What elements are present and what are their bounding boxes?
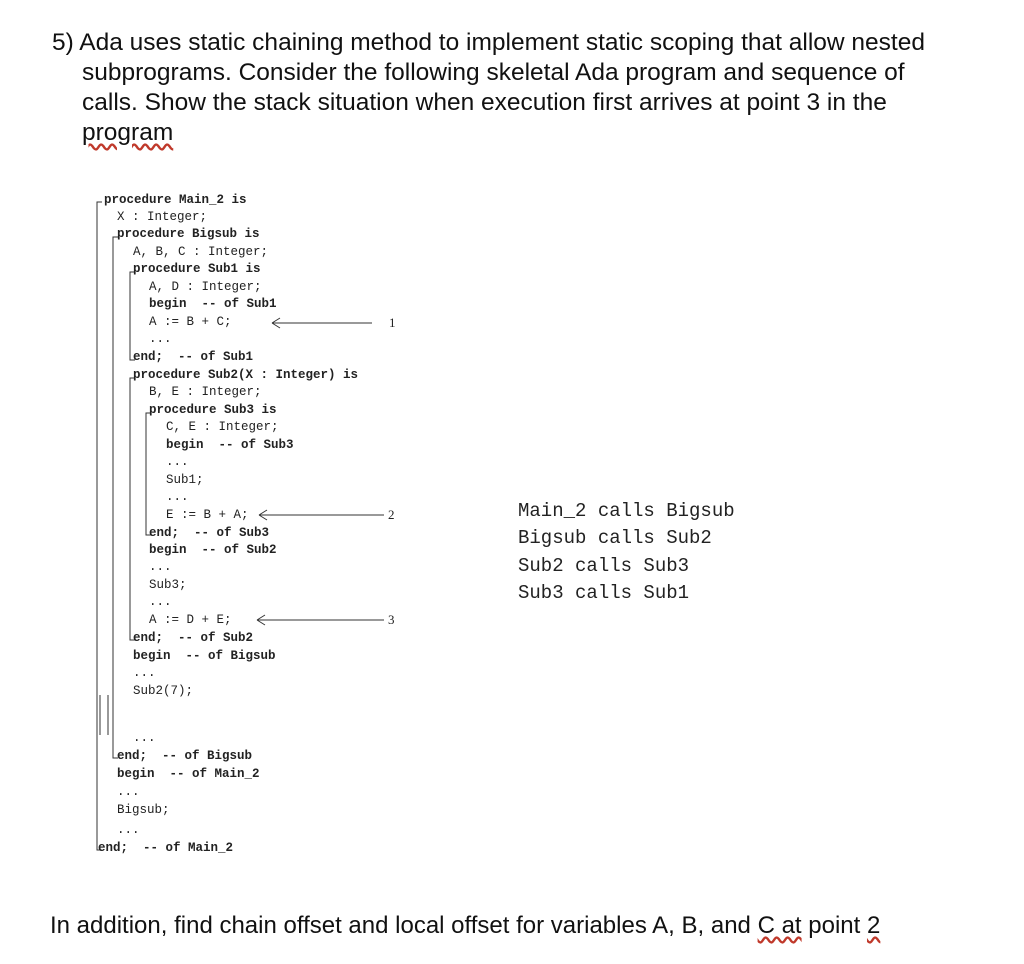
- code-line: Sub2(7);: [133, 684, 194, 698]
- code-line: ...: [133, 666, 156, 680]
- code-line: begin -- of Sub2: [149, 543, 277, 557]
- footer-point: point: [801, 912, 867, 939]
- code-line: ...: [149, 560, 172, 574]
- point-1-label: 1: [389, 315, 396, 330]
- code-line: begin -- of Main_2: [117, 767, 260, 781]
- footer-text: In addition, find chain offset and local offset for variables A, B, and: [50, 912, 758, 939]
- program-word: program: [82, 119, 174, 146]
- code-line: end; -- of Sub2: [133, 631, 254, 645]
- code-line: A := D + E;: [149, 613, 232, 627]
- code-line: end; -- of Bigsub: [117, 749, 253, 763]
- question-text: [52, 28, 982, 148]
- point-3-label: 3: [388, 612, 395, 627]
- main2-bracket: [97, 202, 102, 850]
- call-line: Main_2 calls Bigsub: [518, 500, 735, 522]
- code-line: procedure Bigsub is: [117, 227, 260, 241]
- code-figure: [94, 190, 514, 870]
- code-line: A := B + C;: [149, 315, 232, 329]
- code-line: ...: [117, 823, 140, 837]
- footer-question: [50, 912, 880, 940]
- code-line: ...: [166, 455, 189, 469]
- code-line: Sub1;: [166, 473, 204, 487]
- code-line: ...: [166, 490, 189, 504]
- code-line: begin -- of Bigsub: [133, 649, 276, 663]
- code-line: Bigsub;: [117, 803, 170, 817]
- code-line: A, B, C : Integer;: [133, 245, 269, 259]
- code-line: procedure Main_2 is: [104, 193, 247, 207]
- code-line: ...: [133, 731, 156, 745]
- code-line: X : Integer;: [117, 210, 208, 224]
- call-sequence: [518, 498, 735, 607]
- question-line: 5) Ada uses static chaining method to implement static scoping that allow nested: [52, 29, 925, 56]
- code-line: Sub3;: [149, 578, 187, 592]
- code-line: end; -- of Sub3: [149, 526, 270, 540]
- code-line: procedure Sub1 is: [133, 262, 261, 276]
- sub1-bracket: [130, 272, 135, 360]
- code-line: B, E : Integer;: [149, 385, 262, 399]
- code-line: begin -- of Sub1: [149, 297, 277, 311]
- code-line: ...: [117, 785, 140, 799]
- sub2-bracket: [130, 378, 135, 640]
- code-line: C, E : Integer;: [166, 420, 279, 434]
- question-line-last: [52, 118, 982, 148]
- code-line: ...: [149, 332, 172, 346]
- code-line: ...: [149, 595, 172, 609]
- sub3-bracket: [146, 413, 151, 535]
- call-line: Sub3 calls Sub1: [518, 581, 690, 604]
- code-line: begin -- of Sub3: [166, 438, 294, 452]
- bigsub-bracket: [113, 237, 118, 758]
- code-line: E := B + A;: [166, 508, 249, 522]
- code-line: procedure Sub2(X : Integer) is: [133, 368, 359, 382]
- call-line: Sub2 calls Sub3: [518, 554, 690, 577]
- question-line: subprograms. Consider the following skeletal Ada program and sequence of: [82, 59, 905, 86]
- point-2-label: 2: [388, 507, 395, 522]
- call-line: Bigsub calls Sub2: [518, 527, 712, 550]
- question-line: calls. Show the stack situation when execution first arrives at point 3 in the: [82, 89, 887, 116]
- code-line: procedure Sub3 is: [149, 403, 277, 417]
- footer-c-at: C at: [757, 912, 802, 939]
- code-line: end; -- of Main_2: [98, 841, 234, 855]
- code-line: A, D : Integer;: [149, 280, 262, 294]
- code-line: end; -- of Sub1: [133, 350, 254, 364]
- footer-number: 2: [866, 912, 881, 939]
